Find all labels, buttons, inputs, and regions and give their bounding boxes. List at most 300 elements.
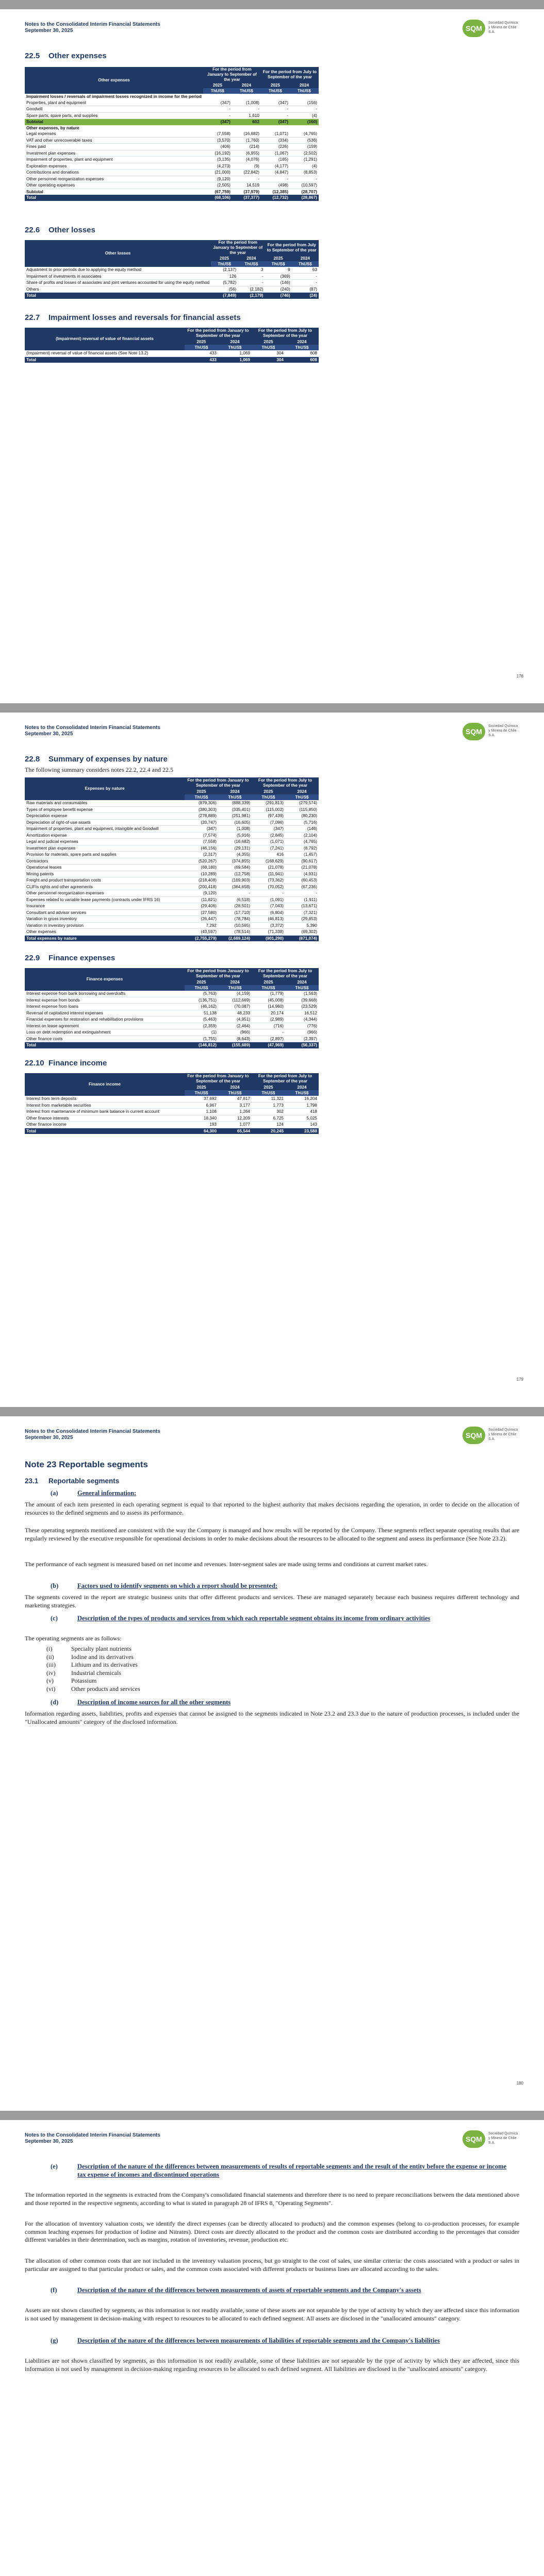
cell-value: 63	[292, 267, 319, 273]
cell-value: (364,658)	[218, 884, 252, 890]
unit-header: ThUS$	[218, 794, 252, 800]
cell-value: (2,897)	[252, 1036, 285, 1042]
row-label: Others	[25, 286, 211, 293]
expenses-by-nature-table	[25, 777, 319, 941]
cell-value: (2,502)	[290, 150, 319, 157]
year-header: 2024	[218, 339, 252, 345]
cell-value: 433	[185, 350, 218, 357]
cell-value: 1,264	[218, 1109, 252, 1115]
cell-value: 1,069	[218, 357, 252, 363]
table-row	[25, 903, 319, 910]
row-label: Goodwill	[25, 106, 203, 113]
header-title: Notes to the Consolidated Interim Financial Statements	[25, 1429, 160, 1434]
cell-value: 416	[252, 852, 285, 858]
row-label: Subtotal	[25, 119, 203, 125]
row-label: Other finance costs	[25, 1036, 185, 1042]
row-label: Other operating expenses	[25, 182, 203, 189]
cell-value: (29,853)	[285, 916, 319, 923]
logo-subtitle: Sociedad Química y Minera de Chile S.A.	[488, 2132, 518, 2145]
cell-value: (90,617)	[285, 858, 319, 865]
cell-value: (46,813)	[252, 916, 285, 923]
paragraph: The performance of each segment is measured based on net income and revenues. Inter-segment sales are made using terms and conditions at current market rates.	[25, 1561, 428, 1568]
segment-list-item	[46, 1685, 140, 1693]
cell-value: 9	[265, 267, 291, 273]
cell-value: (6,518)	[218, 896, 252, 903]
page-header	[25, 725, 519, 745]
table-row	[25, 1096, 319, 1102]
cell-value: (16,682)	[218, 839, 252, 845]
year-header: 2025	[252, 339, 285, 345]
paragraph: Information regarding assets, liabilities, profits and expenses that cannot be assigned to the segments indicated in Note 23.2 and 23.3 due to the nature of production processes, is included under the "Unallocated amounts" category of the disclosed information.	[25, 1710, 519, 1725]
section-heading-22-6: 22.6 Other losses	[25, 226, 95, 234]
year-header: 2024	[285, 1084, 319, 1090]
row-label: CLIFIs rights and other agreements	[25, 884, 185, 890]
row-label: Amortization expense	[25, 832, 185, 839]
subheading-g: (g) Description of the nature of the differences between measurements of liabilities of reportable segments and the Company's liabilities	[51, 2337, 440, 2344]
table-row	[25, 839, 319, 845]
cell-value: -	[292, 273, 319, 280]
cell-value: (56,337)	[285, 1042, 319, 1048]
cell-value: (14,960)	[252, 1004, 285, 1010]
table-row	[25, 922, 319, 929]
cell-value: (69,584)	[218, 865, 252, 871]
cell-value: (7,558)	[203, 131, 232, 137]
cell-value: (347)	[261, 100, 290, 106]
unit-header: ThUS$	[203, 88, 232, 94]
cell-value: (7,574)	[185, 832, 218, 839]
cell-value: (43,597)	[185, 929, 218, 936]
cell-value: -	[261, 176, 290, 182]
segment-name: Specialty plant nutrients	[71, 1645, 131, 1652]
cell-value: (291,813)	[252, 800, 285, 806]
year-header: 2024	[238, 256, 265, 261]
cell-value: (1,071)	[252, 839, 285, 845]
cell-value: 5,025	[285, 1115, 319, 1122]
table-row	[25, 852, 319, 858]
header-row	[25, 968, 319, 979]
table-row	[25, 1102, 319, 1109]
cell-value: (8,643)	[218, 1036, 252, 1042]
cell-value: (12,758)	[218, 871, 252, 877]
cell-value: (2,505)	[203, 182, 232, 189]
cell-value: (9,120)	[185, 890, 218, 897]
row-label: Consultant and advisor services	[25, 909, 185, 916]
page-179	[0, 713, 544, 1407]
subheading-b: (b) Factors used to identify segments on which a report should be presented:	[51, 1582, 278, 1589]
table-row	[25, 112, 319, 119]
cell-value: 14,519	[232, 182, 261, 189]
cell-value: -	[203, 112, 232, 119]
cell-value: 304	[252, 357, 285, 363]
cell-value: (334)	[261, 137, 290, 144]
cell-value: (1,457)	[285, 852, 319, 858]
cell-value: (97,439)	[252, 813, 285, 820]
paragraph: The allocation of other common costs that are not included in the inventory valuation process, but go straight to the cost of sales, use similar criteria: the costs associated with a product or sales in particular are assigned to that particular product or sales, and the common costs associated with different products or business lines are allocated according to the sales.	[25, 2257, 519, 2273]
year-header: 2025	[185, 1084, 218, 1090]
cell-value: (159)	[290, 144, 319, 150]
cell-value: (2,845)	[252, 832, 285, 839]
cell-value: (2,179)	[238, 293, 265, 299]
cell-value: (966)	[285, 1029, 319, 1036]
year-header: 2024	[232, 82, 261, 88]
cell-value: -	[252, 890, 285, 897]
unit-header: ThUS$	[252, 1090, 285, 1096]
header-row	[25, 240, 319, 256]
table-row	[25, 1036, 319, 1042]
row-label: Total	[25, 357, 185, 363]
cell-value: (78,784)	[218, 916, 252, 923]
column-label: Expenses by nature	[25, 777, 185, 800]
cell-value: (2,182)	[238, 286, 265, 293]
cell-value: (23,529)	[285, 1004, 319, 1010]
cell-value: (4,076)	[232, 157, 261, 163]
cell-value: (115,850)	[285, 806, 319, 813]
cell-value: (46,156)	[185, 845, 218, 852]
cell-value: 11,321	[252, 1096, 285, 1102]
cell-value: -	[232, 176, 261, 182]
cell-value: (2,464)	[218, 1023, 252, 1029]
row-label: Mining patents	[25, 871, 185, 877]
table-row	[25, 189, 319, 195]
cell-value: (73,362)	[252, 877, 285, 884]
logo-subtitle: Sociedad Química y Minera de Chile S.A.	[488, 1428, 518, 1441]
row-label: Reversal of capitalized interest expenses	[25, 1010, 185, 1016]
cell-value	[290, 94, 319, 100]
cell-value: (4,765)	[285, 839, 319, 845]
period-group-header: For the period from July to September of the year	[252, 777, 319, 789]
row-label: Interest from marketable securities	[25, 1102, 185, 1109]
cell-value: 1,069	[218, 350, 252, 357]
table-row	[25, 871, 319, 877]
table-row	[25, 195, 319, 201]
row-label: Total	[25, 1042, 185, 1048]
cell-value: (12,732)	[261, 195, 290, 201]
cell-value: (28,501)	[218, 903, 252, 910]
cell-value: 65,544	[218, 1128, 252, 1134]
page-number: 179	[516, 1377, 523, 1382]
unit-header: ThUS$	[290, 88, 319, 94]
cell-value	[261, 94, 290, 100]
row-label: Investment plan expenses	[25, 150, 203, 157]
cell-value: (7,849)	[211, 293, 238, 299]
table-row	[25, 163, 319, 170]
list-numeral: (iii)	[46, 1661, 56, 1668]
cell-value: (146)	[285, 826, 319, 833]
unit-header: ThUS$	[232, 88, 261, 94]
cell-value: (165)	[261, 157, 290, 163]
year-header: 2025	[185, 339, 218, 345]
row-label: Impairment of properties, plant and equipment	[25, 157, 203, 163]
cell-value: -	[238, 280, 265, 286]
cell-value: -	[218, 890, 252, 897]
cell-value: (4,355)	[218, 852, 252, 858]
page-header	[25, 22, 519, 42]
cell-value: 302	[252, 1109, 285, 1115]
cell-value	[203, 125, 232, 131]
cell-value: 124	[252, 1122, 285, 1128]
cell-value: (67,759)	[203, 189, 232, 195]
row-label: Loss on debt redemption and extinguishment	[25, 1029, 185, 1036]
cell-value: 16,512	[285, 1010, 319, 1016]
cell-value: 126	[211, 273, 238, 280]
cell-value: (1,008)	[218, 826, 252, 833]
period-group-header: For the period from July to September of the year	[252, 1073, 319, 1084]
row-label: Other expenses, by nature	[26, 125, 79, 130]
table-row	[25, 1109, 319, 1115]
cell-value: 47,817	[218, 1096, 252, 1102]
impairment-financial-assets-table	[25, 328, 319, 363]
cell-value: (406)	[203, 144, 232, 150]
cell-value: (2,989)	[252, 1016, 285, 1023]
cell-value: 1,773	[252, 1102, 285, 1109]
table-row	[25, 858, 319, 865]
cell-value: (347)	[185, 826, 218, 833]
cell-value: (169,903)	[218, 877, 252, 884]
list-numeral: (i)	[46, 1645, 53, 1652]
cell-value: 48,233	[218, 1010, 252, 1016]
cell-value: (4,177)	[261, 163, 290, 170]
cell-value: 193	[185, 1122, 218, 1128]
paragraph: The information reported in the segments is extracted from the Company's consolidated financial statements and therefore there is no need to prepare reconciliations between the data mentioned above and those reported in the respective segments, according to what is stated in paragraph 28 of IFRS 8, "Operating Segments".	[25, 2191, 519, 2207]
subheading-d: (d) Description of income sources for all the other segments	[51, 1699, 231, 1706]
cell-value: (17,710)	[218, 909, 252, 916]
table-row	[25, 350, 319, 357]
cell-value: (60,453)	[285, 877, 319, 884]
cell-value: (879,306)	[185, 800, 218, 806]
segment-name: Industrial chemicals	[71, 1669, 121, 1676]
cell-value: (2,317)	[185, 852, 218, 858]
year-header: 2024	[218, 979, 252, 985]
period-group-header: For the period from July to September of the year	[265, 240, 319, 256]
cell-value: (9,120)	[203, 176, 232, 182]
segment-name: Other products and services	[71, 1685, 140, 1692]
table-row	[25, 896, 319, 903]
cell-value: (901,290)	[252, 935, 285, 941]
cell-value: (251,981)	[218, 813, 252, 820]
row-label: Expenses related to variable lease payments (contracts under IFRS 16)	[25, 896, 185, 903]
cell-value: (68,180)	[185, 865, 218, 871]
paragraph: Assets are not shown classified by segments, as this information is not readily available, some of these assets are not separable by the type of activity by which they are affected since this information is not used by management in decision-making with respect to resources to be allocated to each defined segment. All assets are disclosed in the "unallocated amounts" category.	[25, 2307, 519, 2322]
segment-list-item	[46, 1653, 140, 1662]
table-row	[25, 877, 319, 884]
segment-list-item	[46, 1677, 140, 1685]
year-header: 2025	[252, 979, 285, 985]
cell-value: (4)	[290, 163, 319, 170]
row-label: Exploration expenses	[25, 163, 203, 170]
row-label: Interest from maintenance of minimum bank balance in current account	[25, 1109, 185, 1115]
year-header: 2025	[265, 256, 291, 261]
cell-value: (22,842)	[232, 170, 261, 176]
section-heading-22-10: 22.10 Finance income	[25, 1059, 107, 1067]
period-group-header: For the period from January to September of the year	[185, 777, 252, 789]
cell-value: (29,406)	[185, 903, 218, 910]
year-header: 2024	[292, 256, 319, 261]
table-row	[25, 845, 319, 852]
table-row	[25, 293, 319, 299]
unit-header: ThUS$	[292, 261, 319, 267]
cell-value: (5,916)	[218, 832, 252, 839]
row-label: Raw materials and consumables	[25, 800, 185, 806]
list-numeral: (vi)	[46, 1685, 56, 1692]
table-row	[25, 806, 319, 813]
year-header: 2024	[285, 339, 319, 345]
table-row	[25, 1023, 319, 1029]
cell-value: (2,397)	[285, 1036, 319, 1042]
table-row	[25, 150, 319, 157]
unit-header: ThUS$	[252, 345, 285, 350]
cell-value: (5,763)	[185, 991, 218, 997]
cell-value: (1,291)	[290, 157, 319, 163]
cell-value: (29,131)	[218, 845, 252, 852]
cell-value: (12,385)	[261, 189, 290, 195]
logo-mark: SQM	[463, 723, 485, 740]
cell-value: (24)	[292, 293, 319, 299]
table-row	[25, 106, 319, 113]
cell-value: (69,302)	[285, 929, 319, 936]
cell-value: -	[261, 112, 290, 119]
list-numeral: (iv)	[46, 1669, 56, 1676]
cell-value: (1,911)	[285, 896, 319, 903]
unit-header: ThUS$	[218, 985, 252, 991]
cell-value: (87)	[292, 286, 319, 293]
table-row	[25, 909, 319, 916]
year-header: 2024	[218, 789, 252, 794]
row-label: Total	[25, 195, 203, 201]
cell-value: (155,689)	[218, 1042, 252, 1048]
subheading-a: (a) General information:	[51, 1489, 137, 1497]
cell-value	[232, 125, 261, 131]
cell-value: -	[290, 106, 319, 113]
header-row	[25, 328, 319, 339]
unit-header: ThUS$	[218, 1090, 252, 1096]
row-label: Impairment losses / reversals of impairment losses recognized in income for the period	[26, 94, 202, 99]
cell-value: (46,162)	[185, 1004, 218, 1010]
header-date: September 30, 2025	[25, 1435, 73, 1440]
cell-value: (45,008)	[252, 997, 285, 1004]
header-date: September 30, 2025	[25, 2139, 73, 2144]
table-row	[25, 832, 319, 839]
table-row	[25, 819, 319, 826]
row-label: Provision for materials, spare parts and supplies	[25, 852, 185, 858]
cell-value: (4)	[290, 112, 319, 119]
cell-value: (5,463)	[185, 1016, 218, 1023]
segment-name: Iodine and its derivatives	[71, 1653, 134, 1660]
cell-value: 7,292	[185, 922, 218, 929]
cell-value: -	[285, 890, 319, 897]
cell-value: (47,969)	[252, 1042, 285, 1048]
table-row	[25, 1115, 319, 1122]
cell-value: (112,669)	[218, 997, 252, 1004]
period-group-header: For the period from January to September of the year	[203, 67, 261, 82]
cell-value: (70,087)	[218, 1004, 252, 1010]
cell-value: (160)	[290, 119, 319, 125]
cell-value: (27,580)	[185, 909, 218, 916]
header-row	[25, 1073, 319, 1084]
cell-value: (214)	[232, 144, 261, 150]
year-header: 2025	[185, 789, 218, 794]
period-group-header: For the period from July to September of the year	[252, 328, 319, 339]
header-date: September 30, 2025	[25, 731, 73, 737]
section-heading-22-5: 22.5 Other expenses	[25, 52, 107, 60]
cell-value: (347)	[203, 100, 232, 106]
row-label: Contributions and donations	[25, 170, 203, 176]
cell-value: 5,390	[285, 922, 319, 929]
table-row	[25, 1004, 319, 1010]
cell-value: (20,747)	[185, 819, 218, 826]
cell-value: (4,159)	[218, 991, 252, 997]
section-intro: The following summary considers notes 22.2, 22.4 and 22.5	[25, 766, 173, 773]
cell-value: (10,597)	[290, 182, 319, 189]
cell-value: (13,671)	[285, 903, 319, 910]
cell-value: (3,135)	[203, 157, 232, 163]
cell-value: (156)	[290, 100, 319, 106]
page-number: 178	[516, 674, 523, 679]
year-header: 2024	[285, 979, 319, 985]
cell-value: 20,174	[252, 1010, 285, 1016]
cell-value: (374,855)	[218, 858, 252, 865]
cell-value: (37,979)	[232, 189, 261, 195]
cell-value: (4,847)	[261, 170, 290, 176]
logo-mark: SQM	[463, 2130, 485, 2148]
cell-value: (39,668)	[285, 997, 319, 1004]
row-label: Impairment of investments in associates	[25, 273, 211, 280]
cell-value: 608	[285, 350, 319, 357]
cell-value: 1,108	[185, 1109, 218, 1115]
table-row	[25, 286, 319, 293]
unit-header: ThUS$	[285, 1090, 319, 1096]
cell-value: (380,303)	[185, 806, 218, 813]
cell-value: (78,514)	[218, 929, 252, 936]
cell-value: (21,078)	[285, 865, 319, 871]
cell-value: (4,273)	[203, 163, 232, 170]
cell-value: (4,951)	[218, 1016, 252, 1023]
other-expenses-table	[25, 67, 319, 201]
cell-value: (4,931)	[285, 871, 319, 877]
cell-value: -	[203, 106, 232, 113]
table-row	[25, 137, 319, 144]
unit-header: ThUS$	[285, 985, 319, 991]
cell-value: (226)	[261, 144, 290, 150]
year-header: 2025	[252, 1084, 285, 1090]
other-losses-table	[25, 240, 319, 299]
cell-value: (6,955)	[232, 150, 261, 157]
cell-value: (7,096)	[252, 819, 285, 826]
table-row	[25, 100, 319, 106]
row-label: Total	[25, 1128, 185, 1134]
paragraph: Liabilities are not shown classified by segments, as this information is not readily available, some of these liabilities are not separable by the type of activity by which they are affected, since this information is not used by management in decision-making regarding resources to be allocated to each defined segment. All liabilities are disclosed in the "unallocated amounts" category.	[25, 2357, 519, 2372]
row-label: Total	[25, 293, 211, 299]
table-row	[25, 800, 319, 806]
cell-value: (369)	[265, 273, 291, 280]
cell-value: (115,002)	[252, 806, 285, 813]
row-label: Interest expense from loans	[25, 1004, 185, 1010]
table-row	[25, 826, 319, 833]
header-title: Notes to the Consolidated Interim Financial Statements	[25, 22, 160, 27]
row-label: Operational leases	[25, 865, 185, 871]
row-label: Freight and product transportation costs	[25, 877, 185, 884]
cell-value: (7,321)	[285, 909, 319, 916]
table-row	[25, 991, 319, 997]
cell-value: (146,812)	[185, 1042, 218, 1048]
unit-header: ThUS$	[185, 985, 218, 991]
unit-header: ThUS$	[252, 985, 285, 991]
cell-value: 3	[238, 267, 265, 273]
segment-list-item	[46, 1661, 140, 1669]
row-label: Interest on lease agreement	[25, 1023, 185, 1029]
table-row	[25, 935, 319, 941]
cell-value	[290, 125, 319, 131]
cell-value: (168,629)	[252, 858, 285, 865]
